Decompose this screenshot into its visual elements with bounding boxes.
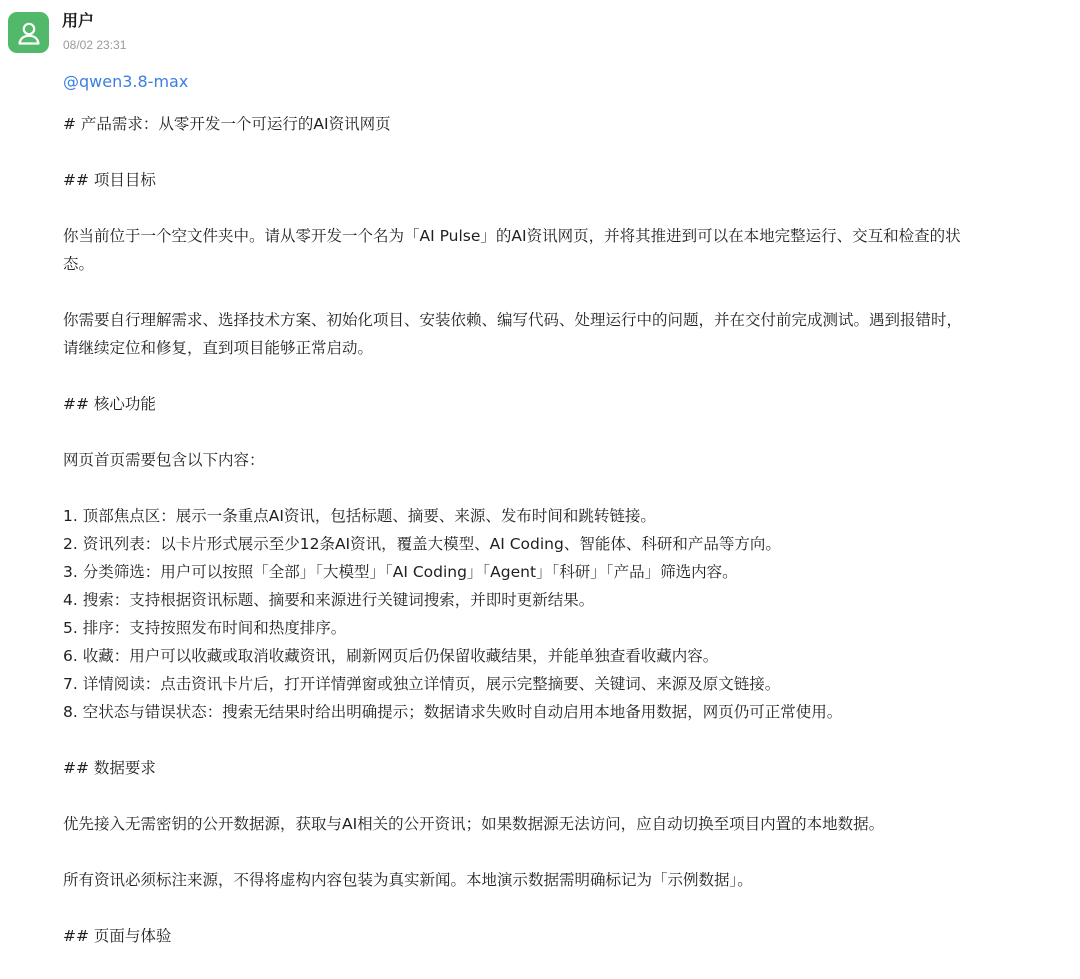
heading-line: ## 项目目标 xyxy=(63,171,156,189)
blank-line xyxy=(63,782,1073,810)
blank-line xyxy=(63,278,1073,306)
blank-line xyxy=(63,194,1073,222)
paragraph-line: 所有资讯必须标注来源，不得将虚构内容包装为真实新闻。本地演示数据需明确标记为「示例数据」。 xyxy=(63,871,753,889)
list-item: 6. 收藏：用户可以收藏或取消收藏资讯，刷新网页后仍保留收藏结果，并能单独查看收藏内容。 xyxy=(63,647,719,665)
heading-line: ## 页面与体验 xyxy=(63,927,172,945)
blank-line xyxy=(63,474,1073,502)
blank-line xyxy=(63,726,1073,754)
paragraph-line: 优先接入无需密钥的公开数据源，获取与AI相关的公开资讯；如果数据源无法访问，应自动切换至项目内置的本地数据。 xyxy=(63,815,885,833)
blank-line xyxy=(63,138,1073,166)
list-item: 1. 顶部焦点区：展示一条重点AI资讯，包括标题、摘要、来源、发布时间和跳转链接。 xyxy=(63,507,656,525)
avatar[interactable] xyxy=(8,12,49,53)
paragraph-line: 态。 xyxy=(63,255,95,273)
author-name[interactable]: 用户 xyxy=(62,11,95,30)
blank-line xyxy=(63,894,1073,922)
list-item: 7. 详情阅读：点击资讯卡片后，打开详情弹窗或独立详情页，展示完整摘要、关键词、来源及原文链接。 xyxy=(63,675,781,693)
heading-line: ## 数据要求 xyxy=(63,759,156,777)
paragraph-line: 你需要自行理解需求、选择技术方案、初始化项目、安装依赖、编写代码、处理运行中的问题，并在交付前完成测试。遇到报错时， xyxy=(63,311,963,329)
blank-line xyxy=(63,362,1073,390)
paragraph-line: 请继续定位和修复，直到项目能够正常启动。 xyxy=(63,339,374,357)
list-item: 2. 资讯列表：以卡片形式展示至少12条AI资讯，覆盖大模型、AI Coding、智能体、科研和产品等方向。 xyxy=(63,535,781,553)
paragraph-line: 你当前位于一个空文件夹中。请从零开发一个名为「AI Pulse」的AI资讯网页，并将其推进到可以在本地完整运行、交互和检查的状 xyxy=(63,227,961,245)
user-icon xyxy=(16,20,42,46)
heading-line: ## 核心功能 xyxy=(63,395,156,413)
blank-line xyxy=(63,418,1073,446)
blank-line xyxy=(63,838,1073,866)
heading-line: # 产品需求：从零开发一个可运行的AI资讯网页 xyxy=(63,115,391,133)
model-mention-link[interactable]: @qwen3.8-max xyxy=(63,72,189,91)
list-item: 5. 排序：支持按照发布时间和热度排序。 xyxy=(63,619,347,637)
message-body xyxy=(63,110,1073,950)
list-item: 4. 搜索：支持根据资讯标题、摘要和来源进行关键词搜索，并即时更新结果。 xyxy=(63,591,595,609)
message-timestamp: 08/02 23:31 xyxy=(63,38,127,52)
list-item: 8. 空状态与错误状态：搜索无结果时给出明确提示；数据请求失败时自动启用本地备用数据，网页仍可正常使用。 xyxy=(63,703,843,721)
paragraph-line: 网页首页需要包含以下内容： xyxy=(63,451,265,469)
list-item: 3. 分类筛选：用户可以按照「全部」「大模型」「AI Coding」「Agent」「科研」「产品」筛选内容。 xyxy=(63,563,738,581)
